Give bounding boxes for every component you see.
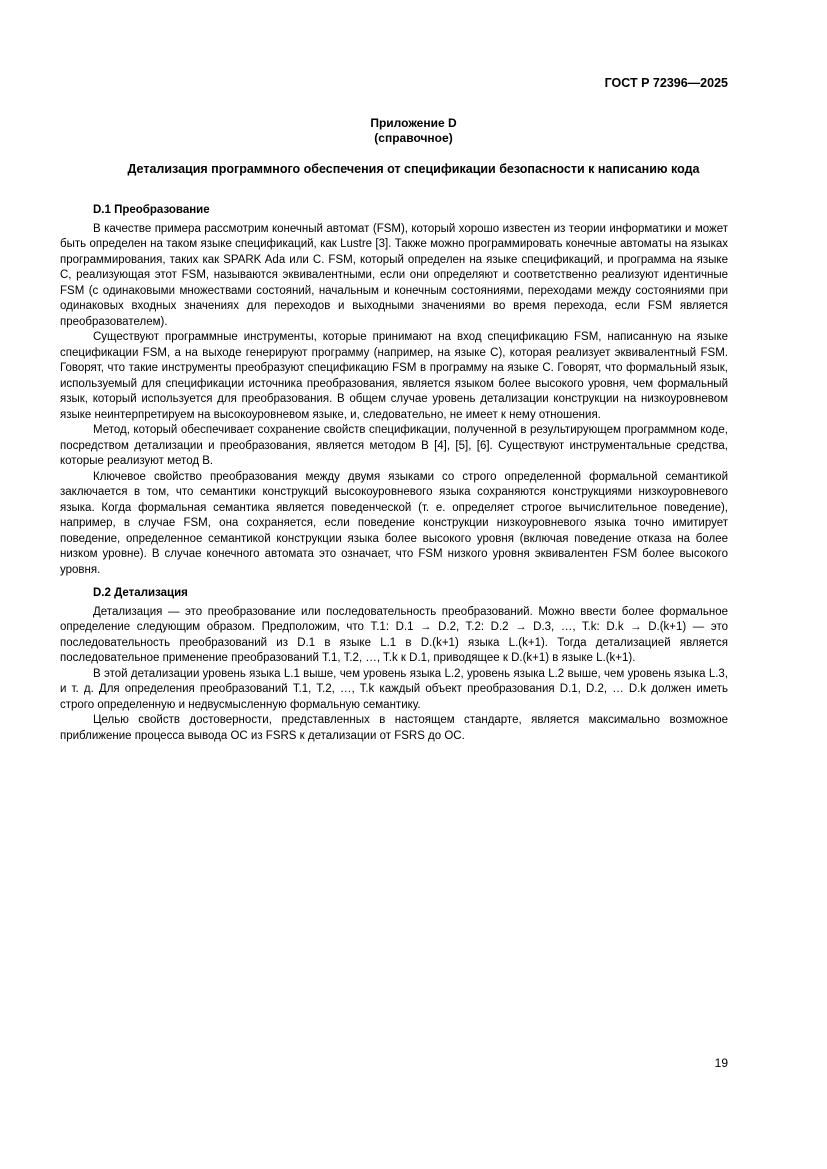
paragraph: Детализация — это преобразование или последовательность преобразований. Можно ввести более формальное определение следующим образом. Предположим, что T.1: D.1 → D.2, T.2: D.2 → D.3, …, T.k: D.k → D.(k+1) — это последовательность преобразований из D.1 в языке L.1 в D.(k+1) языка L.(k+1). Тогда детализацией является последовательное применение преобразований T.1, T.2, …, T.k к D.1, приводящее к D.(k+1) в языке L.(k+1). [60, 605, 728, 664]
appendix-title: Приложение D [370, 116, 457, 130]
paragraph: Существуют программные инструменты, которые принимают на вход спецификацию FSM, написанную на языке спецификации FSM, а на выходе генерируют программу (например, на языке C), которая реализует эквивалентный FSM. Говорят, что такие инструменты преобразуют спецификацию FSM в программу на языке C. Говорят, что формальный язык, используемый для спецификации источника преобразования, является языком более высокого уровня, чем формальный язык, который используется для преобразования. В общем случае уровень детализации конструкции на низкоуровневом языке неинтерпретируем на высокоуровневом языке, и, следовательно, не имеет к нему отношения. [60, 331, 728, 421]
document-title: Детализация программного обеспечения от спецификации безопасности к написанию кода [127, 162, 700, 176]
section-d2 [60, 586, 728, 744]
paragraph: Метод, который обеспечивает сохранение свойств спецификации, полученной в результирующем программном коде, посредством детализации и преобразования, является методом B [4], [5], [6]. Существуют инструментальные средства, которые реализуют метод B. [60, 424, 728, 467]
document-header: ГОСТ Р 72396—2025 [604, 76, 728, 90]
document-body [60, 203, 728, 744]
section-d1 [60, 203, 728, 578]
paragraph: В качестве примера рассмотрим конечный автомат (FSM), который хорошо известен из теории информатики и может быть определен на таком языке спецификаций, как Lustre [3]. Также можно программировать конечные автоматы на языках программирования, таких как SPARK Ada или C. FSM, который определен на языке спецификаций, и программа на языке C, реализующая этот FSM, называются эквивалентными, если они определяют и соответственно реализуют идентичные FSM (с одинаковыми множествами состояний, начальным и конечным состояниями, переходами между состояниями при одинаковых входных значениях для переходов и выходными значениями во время перехода, если FSM является преобразователем). [60, 222, 728, 328]
paragraph: В этой детализации уровень языка L.1 выше, чем уровень языка L.2, уровень языка L.2 выше, чем уровень языка L.3, и т. д. Для определения преобразований T.1, T.2, …, T.k каждый объект преобразования D.1, D.2, … D.k должен иметь строго определенную и недвусмысленную формальную семантику. [60, 667, 728, 711]
page-number: 19 [714, 1056, 728, 1070]
paragraph: Ключевое свойство преобразования между двумя языками со строго определенной формальной семантикой заключается в том, что семантики конструкций высокоуровневого языка сохраняются конструкциями низкоуровневого языка. Когда формальная семантика является поведенческой (т. е. определяет строгое вычислительное поведение), например, в случае FSM, она сохраняется, если поведение конструкции низкоуровневого языка точно имитирует поведение, определенное семантикой конструкции языка более высокого уровня (включая поведение отказа на более низком уровне). В случае конечного автомата это означает, что FSM низкого уровня эквивалентен FSM более высокого уровня. [60, 470, 728, 576]
section-heading: D.2 Детализация [93, 587, 188, 599]
section-heading: D.1 Преобразование [93, 204, 210, 216]
appendix-heading [0, 116, 827, 146]
appendix-subtitle: (справочное) [374, 131, 453, 145]
paragraph: Целью свойств достоверности, представленных в настоящем стандарте, является максимально возможное приближение процесса вывода OC из FSRS к детализации от FSRS до OC. [60, 714, 728, 742]
